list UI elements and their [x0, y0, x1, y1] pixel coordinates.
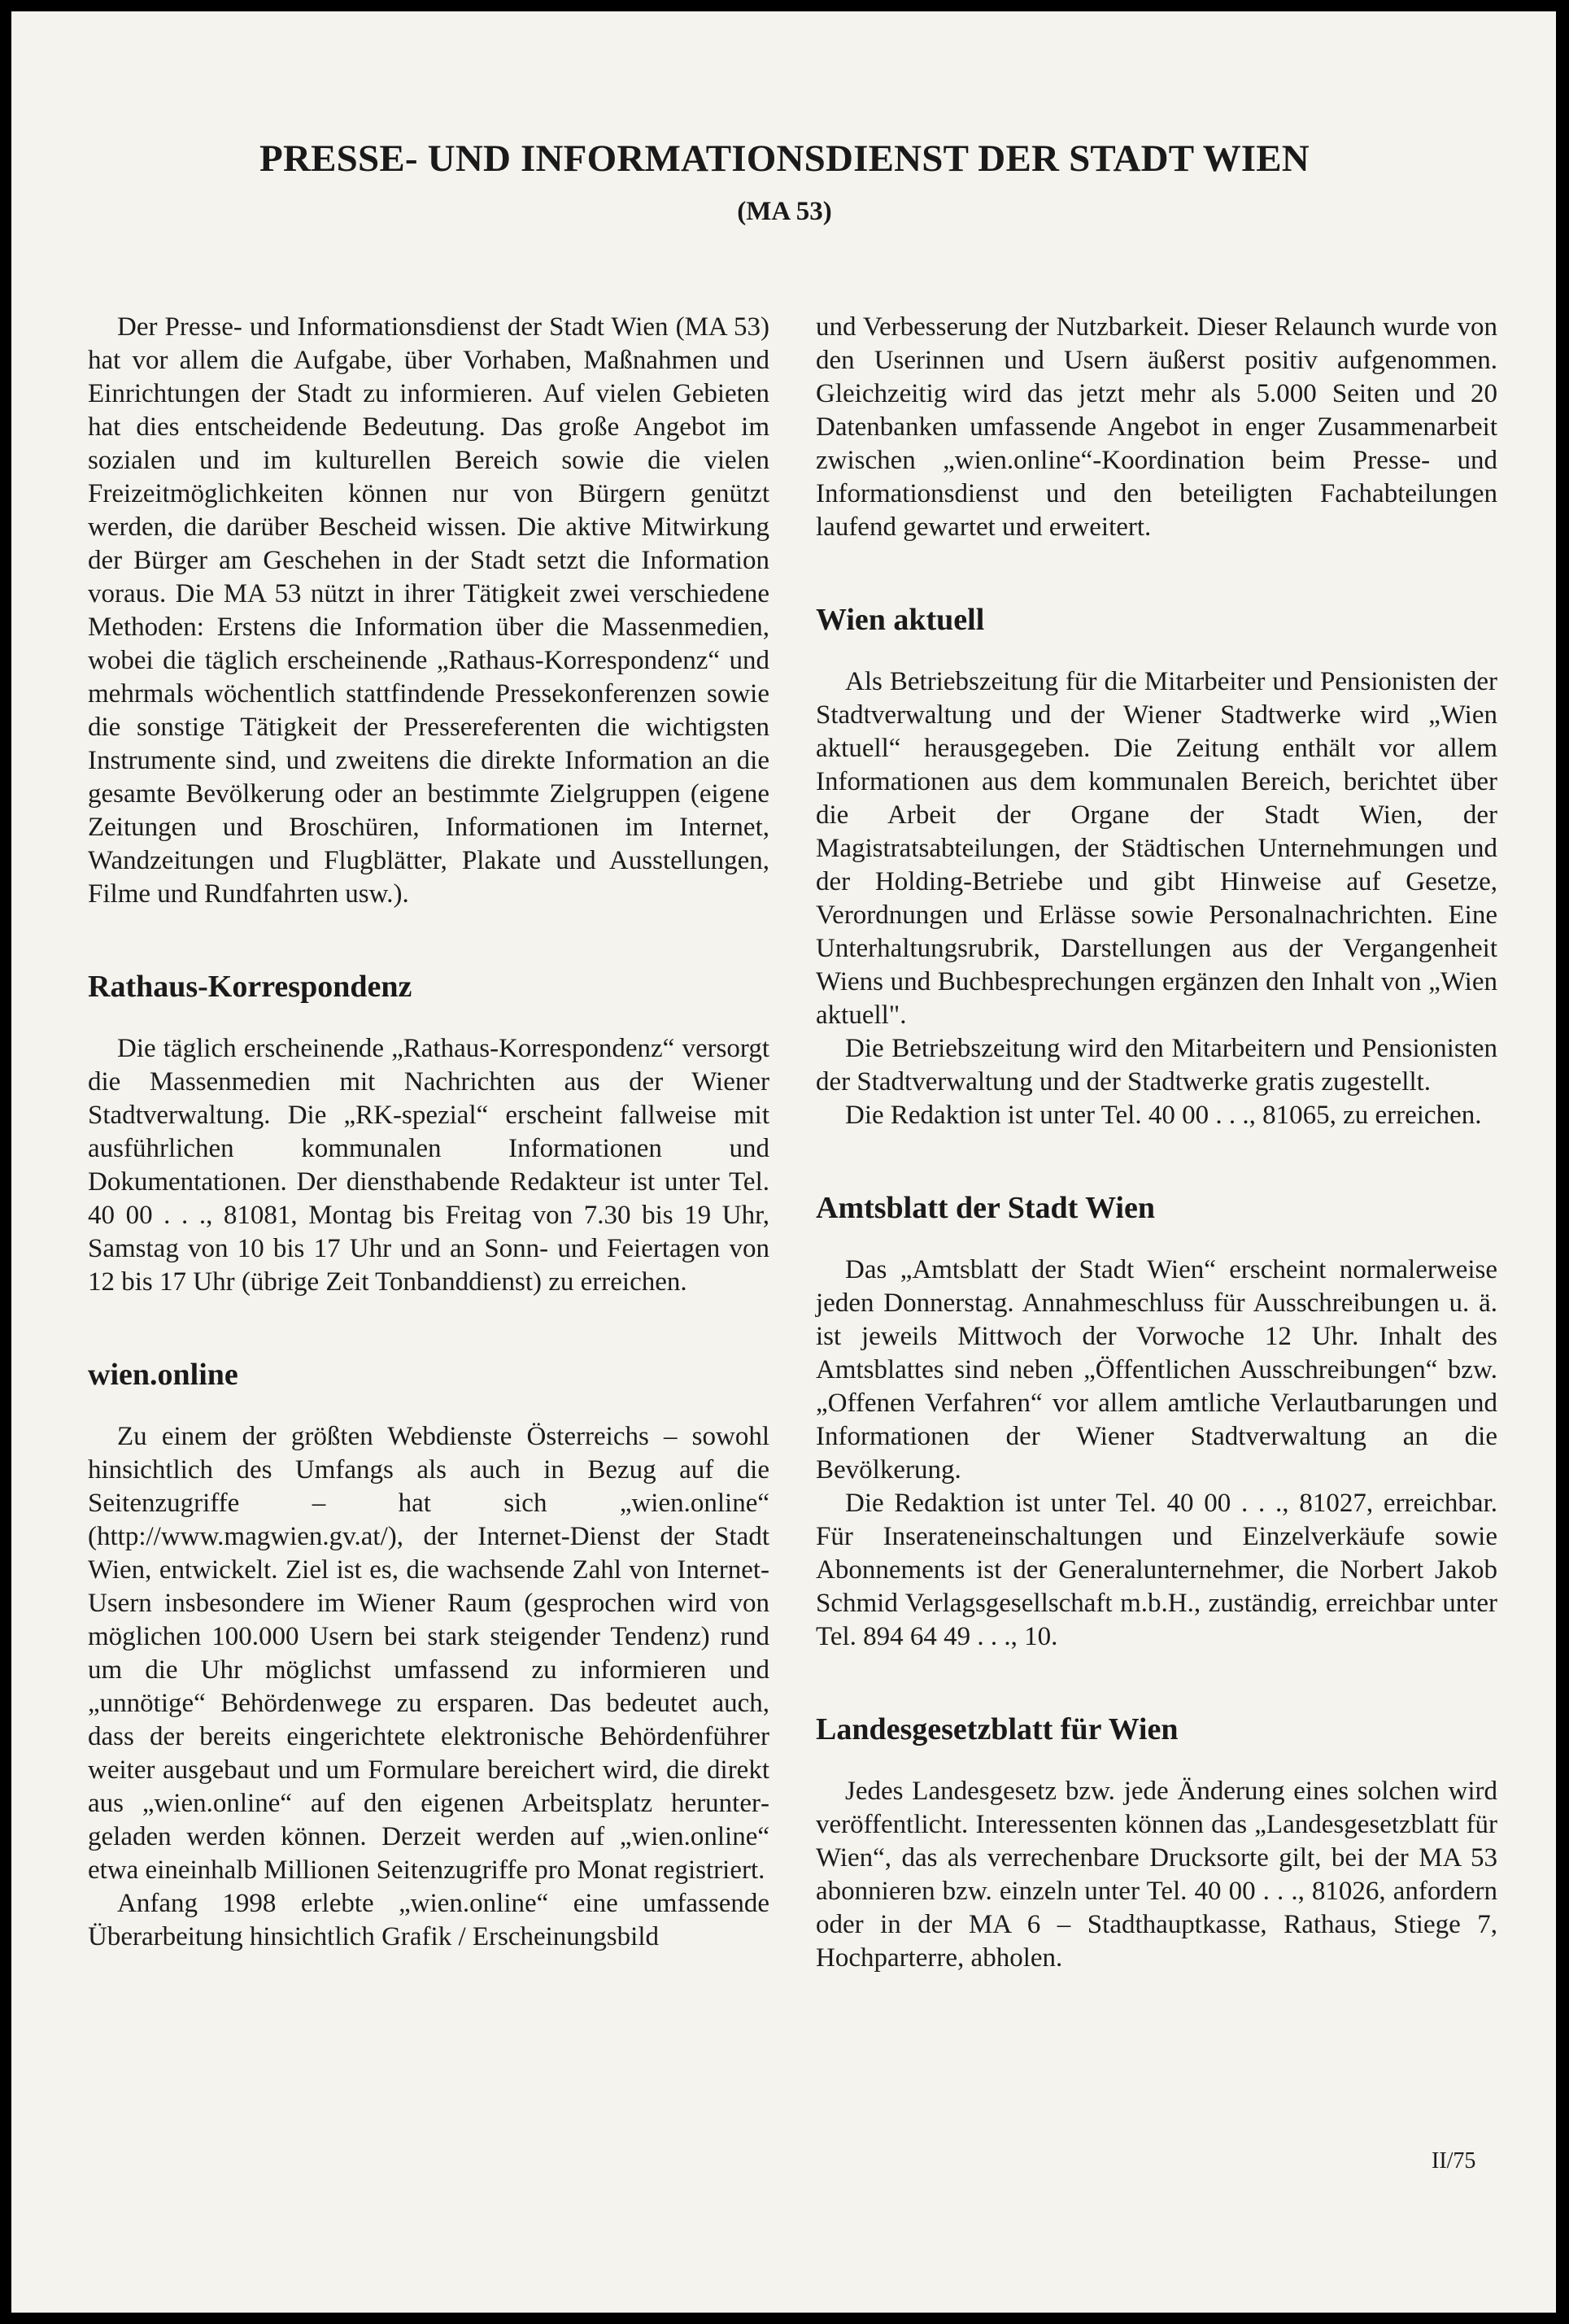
amtsblatt-paragraph-1: Das „Amtsblatt der Stadt Wien“ erscheint normalerweise jeden Donnerstag. Annahmeschluss für Ausschreibungen u. ä. ist jeweils Mittwoch der Vorwoche 12 Uhr. Inhalt des Amtsblattes sind neben „Öffentlichen Ausschreibungen“ bzw. „Offenen Verfahren“ vor allem amtliche Verlautbarungen und Informationen der Wiener Stadtverwaltung an die Bevölkerung. [816, 1255, 1497, 1485]
section-heading-landesgesetzblatt: Landesgesetzblatt für Wien [816, 1712, 1179, 1746]
right-column [816, 311, 1497, 1975]
left-column [88, 311, 769, 1954]
wien-online-paragraph-1: Zu einem der größten Webdienste Österreichs – sowohl hinsichtlich des Umfangs als auch in Bezug auf die Seitenzugriffe – hat sich „wien.online“ (http://www.magwien.gv.at/), der Internet-Dienst der Stadt Wien, entwickelt. Ziel ist es, die wachsende Zahl von Internet-Usern insbesondere im Wiener Raum (gesprochen wird von möglichen 100.000 Usern bei stark steigender Tendenz) rund um die Uhr möglichst umfassend zu informieren und „unnötige“ Behördenwege zu ersparen. Das bedeutet auch, dass der bereits eingerichtete elektronische Behördenführer weiter ausgebaut und um Formulare bereichert wird, die direkt aus „wien.online“ auf den eigenen Arbeitsplatz heruntergeladen werden können. Derzeit werden auf „wien.online“ etwa eineinhalb Millionen Seitenzugriffe pro Monat registriert. [88, 1422, 769, 1885]
document-title: PRESSE- UND INFORMATIONSDIENST DER STADT WIEN [259, 137, 1310, 180]
intro-paragraph: Der Presse- und Informationsdienst der Stadt Wien (MA 53) hat vor allem die Aufgabe, über Vorhaben, Maßnahmen und Einrichtungen der Stadt zu informieren. Auf vielen Gebieten hat dies entscheidende Bedeutung. Das große Angebot im sozialen und im kulturellen Bereich sowie die vielen Freizeitmöglichkeiten können nur von Bürgern genützt werden, die darüber Bescheid wissen. Die aktive Mitwirkung der Bürger am Geschehen in der Stadt setzt die Information voraus. Die MA 53 nützt in ihrer Tätigkeit zwei verschiedene Methoden: Erstens die Information über die Massenmedien, wobei die täglich erscheinende „Rathaus-Korrespondenz“ und mehrmals wöchentlich stattfindende Pressekonferenzen sowie die sonstige Tätigkeit der Pressereferenten die wichtigsten Instrumente sind, und zweitens die direkte Information an die gesamte Bevölkerung oder an bestimmte Zielgruppen (eigene Zeitungen und Broschüren, Informationen im Internet, Wandzeitungen und Flugblätter, Plakate und Ausstellungen, Filme und Rundfahrten usw.). [88, 312, 769, 909]
section-heading-wien-online: wien.online [88, 1358, 238, 1392]
wien-aktuell-paragraph-2: Die Betriebszeitung wird den Mitarbeitern und Pensionisten der Stadtverwaltung und der Stadtwerke gratis zugestellt. [816, 1034, 1497, 1097]
landesgesetzblatt-paragraph: Jedes Landesgesetz bzw. jede Änderung eines solchen wird veröffentlicht. Interessenten können das „Landesgesetzblatt für Wien“, das als verrechenbare Drucksorte gilt, bei der MA 53 abonnieren bzw. einzeln unter Tel. 40 00 . . ., 81026, anfordern oder in der MA 6 – Stadthauptkasse, Rathaus, Stiege 7, Hochparterre, abholen. [816, 1777, 1497, 1973]
section-heading-rathaus-korrespondenz: Rathaus-Korrespondenz [88, 970, 412, 1004]
document-subtitle: (MA 53) [737, 197, 832, 226]
rathaus-paragraph: Die täglich erscheinende „Rathaus-Korrespondenz“ versorgt die Massenmedien mit Nachrichten aus der Wiener Stadtverwaltung. Die „RK-spezial“ erscheint fallweise mit ausführlichen kommunalen Informationen und Dokumentationen. Der diensthabende Redakteur ist unter Tel. 40 00 . . ., 81081, Montag bis Freitag von 7.30 bis 19 Uhr, Samstag von 10 bis 17 Uhr und an Sonn- und Feiertagen von 12 bis 17 Uhr (übrige Zeit Tonbanddienst) zu erreichen. [88, 1034, 769, 1297]
wien-aktuell-paragraph-1: Als Betriebszeitung für die Mitarbeiter und Pensionisten der Stadtverwaltung und der Wiener Stadtwerke wird „Wien aktuell“ herausgegeben. Die Zeitung enthält vor allem Informationen aus dem kommunalen Bereich, berichtet über die Arbeit der Organe der Stadt Wien, der Magistratsabteilungen, der Städtischen Unternehmungen und der Holding-Betriebe und gibt Hinweise auf Gesetze, Verordnungen und Erlässe sowie Personalnachrichten. Eine Unterhaltungsrubrik, Darstellungen aus der Vergangenheit Wiens und Buchbesprechungen ergänzen den Inhalt von „Wien aktuell". [816, 667, 1497, 1030]
amtsblatt-paragraph-2: Die Redaktion ist unter Tel. 40 00 . . ., 81027, erreichbar. Für Inserateneinschaltungen und Einzelverkäufe sowie Abonnements ist der Generalunternehmer, die Norbert Jakob Schmid Verlagsgesellschaft m.b.H., zuständig, erreichbar unter Tel. 894 64 49 . . ., 10. [816, 1489, 1497, 1651]
wien-aktuell-paragraph-3: Die Redaktion ist unter Tel. 40 00 . . ., 81065, zu erreichen. [845, 1101, 1482, 1130]
section-heading-wien-aktuell: Wien aktuell [816, 603, 985, 637]
wien-online-paragraph-2-start: Anfang 1998 erlebte „wien.online“ eine umfassende Überarbeitung hinsichtlich Grafik / Erscheinungsbild [88, 1889, 769, 1951]
page-number: II/75 [1432, 2148, 1476, 2174]
wien-online-paragraph-2-end: und Verbesserung der Nutzbarkeit. Dieser Relaunch wurde von den Userinnen und Usern äußerst positiv aufgenommen. Gleichzeitig wird das jetzt mehr als 5.000 Seiten und 20 Datenbanken umfassende Angebot in enger Zusammenarbeit zwischen „wien.online“-Koordination beim Presse- und Informationsdienst und den beteiligten Fachabteilungen laufend gewartet und erweitert. [816, 312, 1497, 542]
section-heading-amtsblatt: Amtsblatt der Stadt Wien [816, 1191, 1155, 1225]
